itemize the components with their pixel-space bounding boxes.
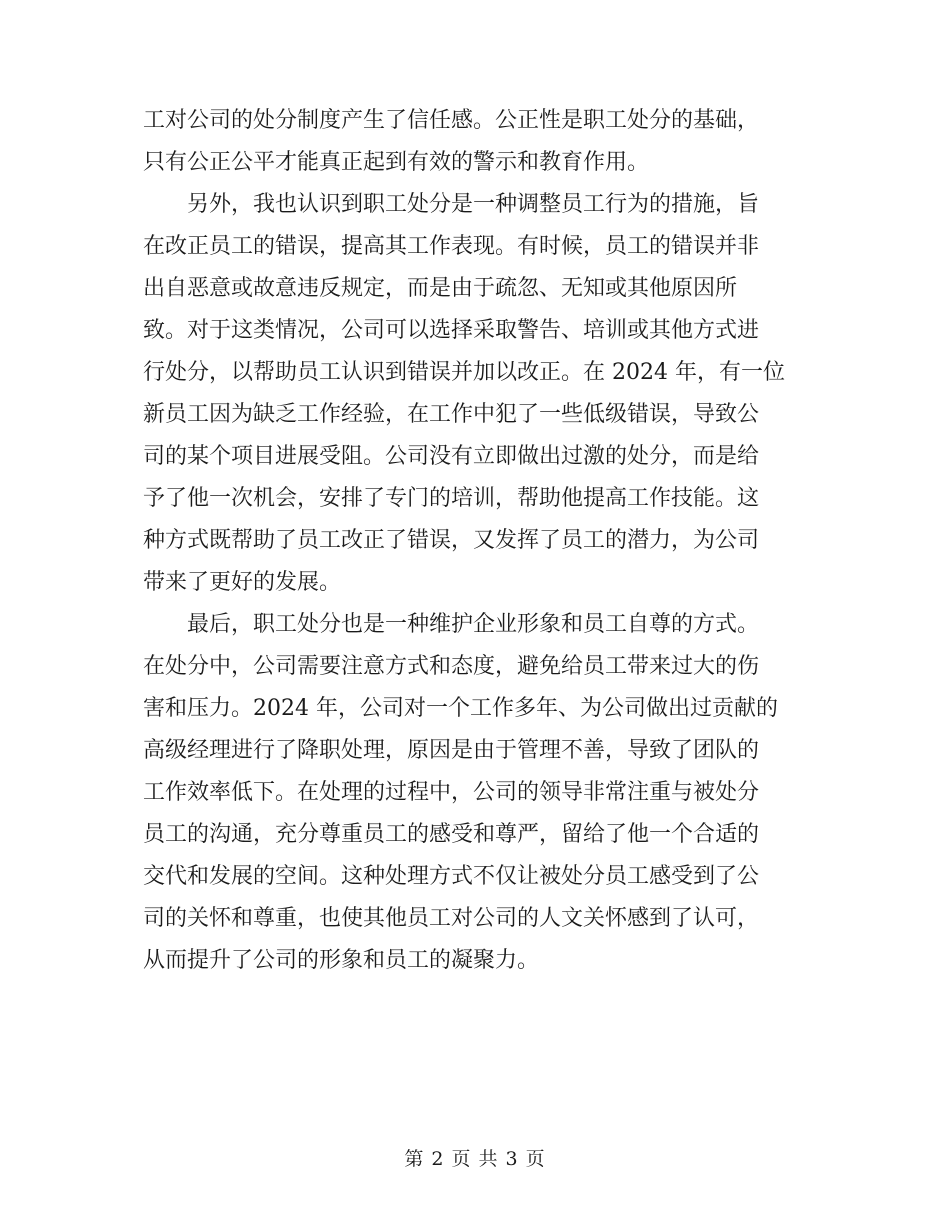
paragraph-line: 最后，职工处分也是一种维护企业形象和员工自尊的方式。 — [187, 612, 760, 637]
paragraph-line: 出自恶意或故意违反规定，而是由于疏忽、无知或其他原因所 — [143, 276, 738, 301]
paragraph-line: 只有公正公平才能真正起到有效的警示和教育作用。 — [143, 150, 650, 175]
paragraph-line: 从而提升了公司的形象和员工的凝聚力。 — [143, 948, 540, 973]
document-body — [143, 100, 811, 982]
paragraph-line: 交代和发展的空间。这种处理方式不仅让被处分员工感受到了公 — [143, 864, 760, 889]
paragraph-line: 另外，我也认识到职工处分是一种调整员工行为的措施，旨 — [187, 192, 760, 217]
paragraph-line: 带来了更好的发展。 — [143, 570, 342, 595]
paragraph-line: 种方式既帮助了员工改正了错误，又发挥了员工的潜力，为公司 — [143, 528, 760, 553]
paragraph-line: 予了他一次机会，安排了专门的培训，帮助他提高工作技能。这 — [143, 486, 760, 511]
paragraph-line: 在处分中，公司需要注意方式和态度，避免给员工带来过大的伤 — [143, 654, 760, 679]
paragraph-line: 司的某个项目进展受阻。公司没有立即做出过激的处分，而是给 — [143, 444, 760, 469]
paragraph-line: 致。对于这类情况，公司可以选择采取警告、培训或其他方式进 — [143, 318, 760, 343]
paragraph-2 — [143, 184, 811, 604]
paragraph-line: 高级经理进行了降职处理，原因是由于管理不善，导致了团队的 — [143, 738, 760, 763]
paragraph-3 — [143, 604, 811, 982]
paragraph-line: 新员工因为缺乏工作经验，在工作中犯了一些低级错误，导致公 — [143, 402, 760, 427]
page-number-footer: 第 2 页 共 3 页 — [404, 1148, 546, 1170]
paragraph-line: 在改正员工的错误，提高其工作表现。有时候，员工的错误并非 — [143, 234, 760, 259]
paragraph-line: 行处分，以帮助员工认识到错误并加以改正。在 2024 年，有一位 — [143, 360, 785, 385]
paragraph-line: 司的关怀和尊重，也使其他员工对公司的人文关怀感到了认可， — [143, 906, 760, 931]
paragraph-line: 工对公司的处分制度产生了信任感。公正性是职工处分的基础， — [143, 108, 760, 133]
paragraph-line: 工作效率低下。在处理的过程中，公司的领导非常注重与被处分 — [143, 780, 760, 805]
paragraph-line: 员工的沟通，充分尊重员工的感受和尊严，留给了他一个合适的 — [143, 822, 760, 847]
paragraph-line: 害和压力。2024 年，公司对一个工作多年、为公司做出过贡献的 — [143, 696, 778, 721]
paragraph-1 — [143, 100, 811, 184]
